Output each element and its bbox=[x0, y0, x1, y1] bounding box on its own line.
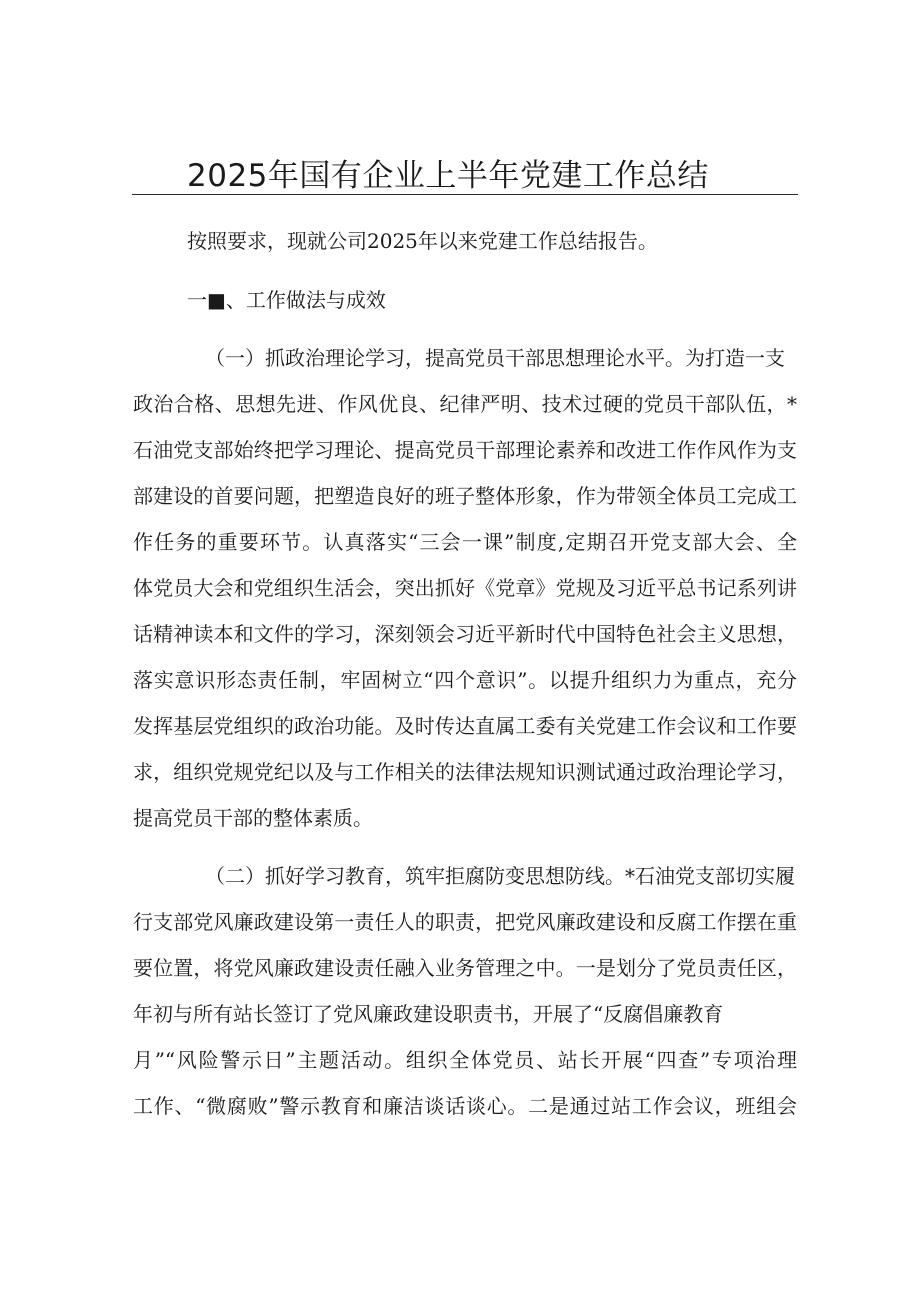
paragraph2-line: （二）抓好学习教育，筑牢拒腐防变思想防线。*石油党支部切实履 bbox=[205, 864, 795, 888]
paragraph1-line: 求，组织党规党纪以及与工作相关的法律法规知识测试通过政治理论学习， bbox=[133, 760, 797, 784]
paragraph1-line: 石油党支部始终把学习理论、提高党员干部理论素养和改进工作作风作为支 bbox=[133, 438, 797, 462]
paragraph2-line: 工作、“微腐败”警示教育和廉洁谈话谈心。二是通过站工作会议，班组会 bbox=[133, 1094, 797, 1118]
paragraph1-line: 部建设的首要问题，把塑造良好的班子整体形象，作为带领全体员工完成工 bbox=[133, 484, 797, 508]
title-underline bbox=[132, 194, 798, 195]
paragraph1-line: 政治合格、思想先进、作风优良、纪律严明、技术过硬的党员干部队伍，* bbox=[133, 392, 797, 416]
paragraph2-line: 行支部党风廉政建设第一责任人的职责，把党风廉政建设和反腐工作摆在重 bbox=[133, 910, 797, 934]
paragraph1-line: 体党员大会和党组织生活会，突出抓好《党章》党规及习近平总书记系列讲 bbox=[133, 576, 797, 600]
paragraph1-line: 话精神读本和文件的学习，深刻领会习近平新时代中国特色社会主义思想， bbox=[133, 622, 797, 646]
paragraph2-line: 要位置，将党风廉政建设责任融入业务管理之中。一是划分了党员责任区， bbox=[133, 956, 797, 980]
paragraph1-line: （一）抓政治理论学习，提高党员干部思想理论水平。为打造一支 bbox=[205, 346, 785, 370]
paragraph2-line: 年初与所有站长签订了党风廉政建设职责书，开展了“反腐倡廉教育 bbox=[133, 1002, 724, 1026]
paragraph1-line: 提高党员干部的整体素质。 bbox=[133, 806, 373, 830]
document-title: 2025年国有企业上半年党建工作总结 bbox=[187, 158, 709, 194]
intro-paragraph: 按照要求，现就公司2025年以来党建工作总结报告。 bbox=[187, 229, 658, 253]
paragraph1-line: 发挥基层党组织的政治功能。及时传达直属工委有关党建工作会议和工作要 bbox=[133, 714, 797, 738]
paragraph1-line: 落实意识形态责任制，牢固树立“四个意识”。以提升组织力为重点，充分 bbox=[133, 668, 797, 692]
paragraph1-line: 作任务的重要环节。认真落实“三会一课”制度,定期召开党支部大会、全 bbox=[133, 530, 797, 554]
paragraph2-line: 月”“风险警示日”主题活动。组织全体党员、站长开展“四查”专项治理 bbox=[133, 1048, 797, 1072]
section-heading: 一■、工作做法与成效 bbox=[187, 288, 386, 312]
